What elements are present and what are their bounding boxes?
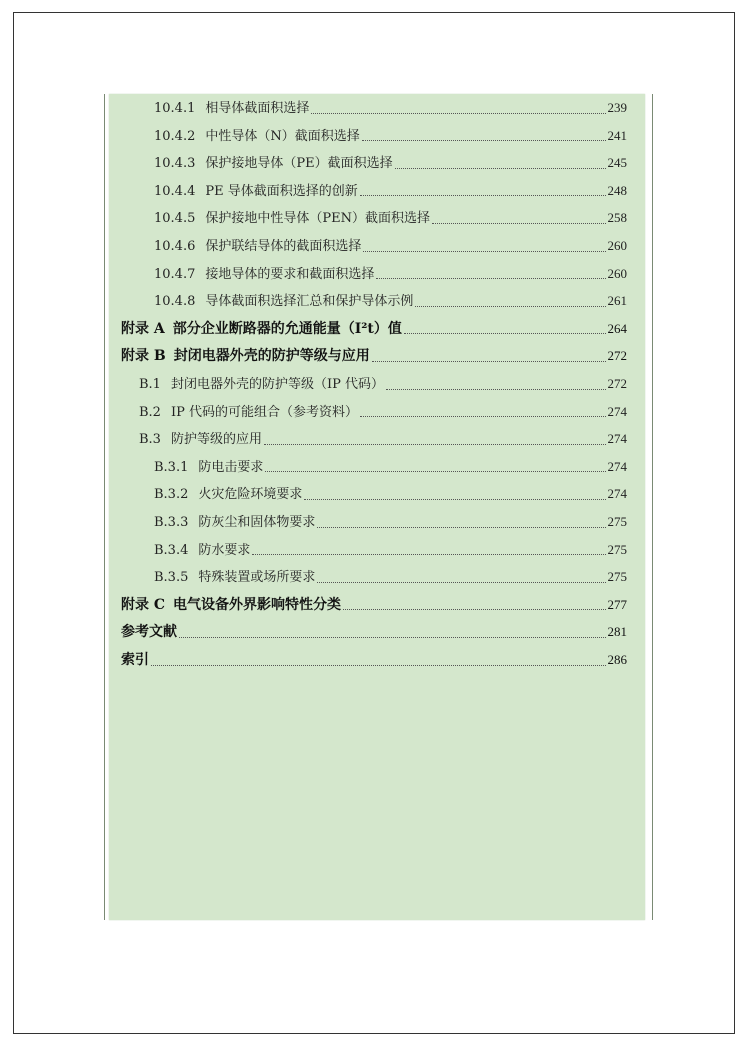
toc-entry-title: 接地导体的要求和截面积选择 — [205, 266, 375, 282]
toc-dot-leader — [372, 349, 606, 362]
toc-entry-number: B.3.4 — [154, 542, 189, 558]
toc-entry-page: 245 — [607, 155, 627, 171]
toc-entry-page: 275 — [607, 541, 627, 557]
toc-dot-leader — [432, 211, 606, 224]
toc-entry[interactable] — [154, 209, 627, 227]
toc-entry-page: 264 — [607, 320, 627, 336]
toc-entry-number: B.3.1 — [154, 459, 189, 475]
toc-entry-number: B.1 — [139, 377, 161, 392]
toc-entry[interactable] — [121, 596, 627, 614]
toc-dot-leader — [363, 239, 605, 252]
toc-dot-leader — [415, 294, 605, 307]
toc-entry[interactable] — [121, 347, 627, 365]
toc-entry-page: 281 — [607, 624, 627, 640]
toc-entry-number: 10.4.8 — [154, 294, 196, 310]
toc-entry-title: 火灾危险环境要求 — [198, 487, 303, 503]
toc-entry-title: 相导体截面积选择 — [205, 101, 310, 116]
toc-entry-number: 10.4.3 — [154, 156, 196, 172]
toc-entry-title: 保护接地中性导体（PEN）截面积选择 — [205, 211, 430, 227]
panel-right-rule — [652, 94, 653, 920]
toc-dot-leader — [362, 128, 606, 141]
toc-entry[interactable] — [154, 513, 627, 531]
toc-entry-page: 275 — [607, 569, 627, 585]
toc-entry[interactable] — [154, 182, 627, 200]
toc-entry-title: 封闭电器外壳的防护等级与应用 — [173, 348, 370, 365]
toc-entry[interactable] — [139, 375, 627, 393]
toc-entry-page: 260 — [607, 265, 627, 281]
toc-entry[interactable] — [154, 485, 627, 503]
toc-entry-page: 248 — [607, 182, 627, 198]
toc-entry[interactable] — [154, 541, 627, 559]
toc-entry[interactable] — [154, 265, 627, 283]
toc-dot-leader — [404, 321, 606, 334]
toc-entry[interactable] — [154, 292, 627, 310]
toc-entry-title: 中性导体（N）截面积选择 — [205, 128, 360, 144]
toc-entry-number: B.3.2 — [154, 487, 189, 503]
toc-entry[interactable] — [121, 651, 627, 669]
toc-entry-title: 保护接地导体（PE）截面积选择 — [205, 156, 393, 172]
toc-dot-leader — [151, 653, 606, 666]
toc-dot-leader — [304, 487, 605, 500]
toc-entry-page: 274 — [607, 403, 627, 419]
toc-dot-leader — [317, 515, 605, 528]
toc-entry-number: B.3.3 — [154, 515, 189, 530]
toc-dot-leader — [264, 432, 606, 445]
toc-entry-title: 电气设备外界影响特性分类 — [173, 596, 342, 613]
toc-entry[interactable] — [121, 623, 627, 641]
toc-entry[interactable] — [139, 403, 627, 421]
toc-entry[interactable] — [154, 154, 627, 172]
toc-entry-number: B.2 — [139, 404, 161, 420]
toc-entry-page: 272 — [607, 348, 627, 364]
toc-dot-leader — [343, 597, 605, 610]
toc-entry-title: 保护联结导体的截面积选择 — [205, 239, 362, 254]
toc-entry-page: 274 — [607, 458, 627, 474]
toc-entry-page: 239 — [607, 100, 627, 115]
toc-entry-title: IP 代码的可能组合（参考资料） — [170, 404, 358, 420]
toc-entry-page: 286 — [607, 652, 627, 667]
toc-entry-title: 防灰尘和固体物要求 — [198, 515, 316, 530]
toc-entry[interactable] — [121, 320, 627, 338]
toc-entry-number: 附录 A — [121, 320, 165, 337]
toc-entry-number: 10.4.4 — [154, 183, 196, 199]
toc-entry-title: PE 导体截面积选择的创新 — [205, 183, 358, 199]
toc-entry[interactable] — [154, 99, 627, 117]
toc-entry-number: 10.4.5 — [154, 211, 196, 227]
toc-dot-leader — [311, 101, 605, 114]
toc-entry-title: 索引 — [121, 652, 149, 668]
toc-entry-page: 260 — [607, 238, 627, 253]
toc-entry-number: 附录 C — [121, 596, 166, 613]
toc-entry-page: 261 — [607, 293, 627, 309]
toc-dot-leader — [360, 183, 606, 196]
toc-entry-page: 272 — [607, 376, 627, 391]
toc-entry-page: 258 — [607, 210, 627, 226]
toc-entry-page: 275 — [607, 514, 627, 529]
toc-entry-number: 附录 B — [121, 348, 166, 365]
toc-entry-title: 防护等级的应用 — [170, 432, 262, 448]
toc-dot-leader — [360, 404, 606, 417]
toc-entry-number: 10.4.6 — [154, 239, 196, 254]
toc-entry[interactable] — [154, 127, 627, 145]
toc-dot-leader — [252, 542, 605, 555]
toc-entry-number: 10.4.1 — [154, 101, 196, 116]
toc-dot-leader — [179, 625, 606, 638]
toc-entry[interactable] — [154, 568, 627, 586]
toc-entry[interactable] — [139, 430, 627, 448]
toc-entry-number: B.3.5 — [154, 570, 189, 586]
toc-entry-title: 封闭电器外壳的防护等级（IP 代码） — [170, 377, 384, 392]
toc-entry-title: 导体截面积选择汇总和保护导体示例 — [205, 294, 414, 310]
toc-entry-page: 241 — [607, 127, 627, 143]
toc-entry-number: 10.4.7 — [154, 266, 196, 282]
toc-dot-leader — [395, 156, 606, 169]
toc-entry[interactable] — [154, 458, 627, 476]
toc-entry-title: 部分企业断路器的允通能量（I²t）值 — [172, 320, 402, 337]
toc-entry-page: 274 — [607, 486, 627, 502]
toc-dot-leader — [317, 570, 605, 583]
toc-dot-leader — [265, 459, 605, 472]
toc-entry[interactable] — [154, 237, 627, 255]
toc-entry-title: 特殊装置或场所要求 — [198, 570, 316, 586]
toc-entry-title: 参考文献 — [121, 624, 177, 641]
toc-dot-leader — [376, 266, 605, 279]
toc-entry-page: 274 — [607, 431, 627, 447]
panel-left-rule — [104, 94, 105, 920]
toc-entry-page: 277 — [607, 596, 627, 612]
toc-dot-leader — [386, 377, 606, 390]
toc-entry-title: 防电击要求 — [198, 459, 264, 475]
toc-entry-number: B.3 — [139, 432, 161, 448]
toc-entry-number: 10.4.2 — [154, 128, 196, 144]
toc-entry-title: 防水要求 — [198, 542, 251, 558]
